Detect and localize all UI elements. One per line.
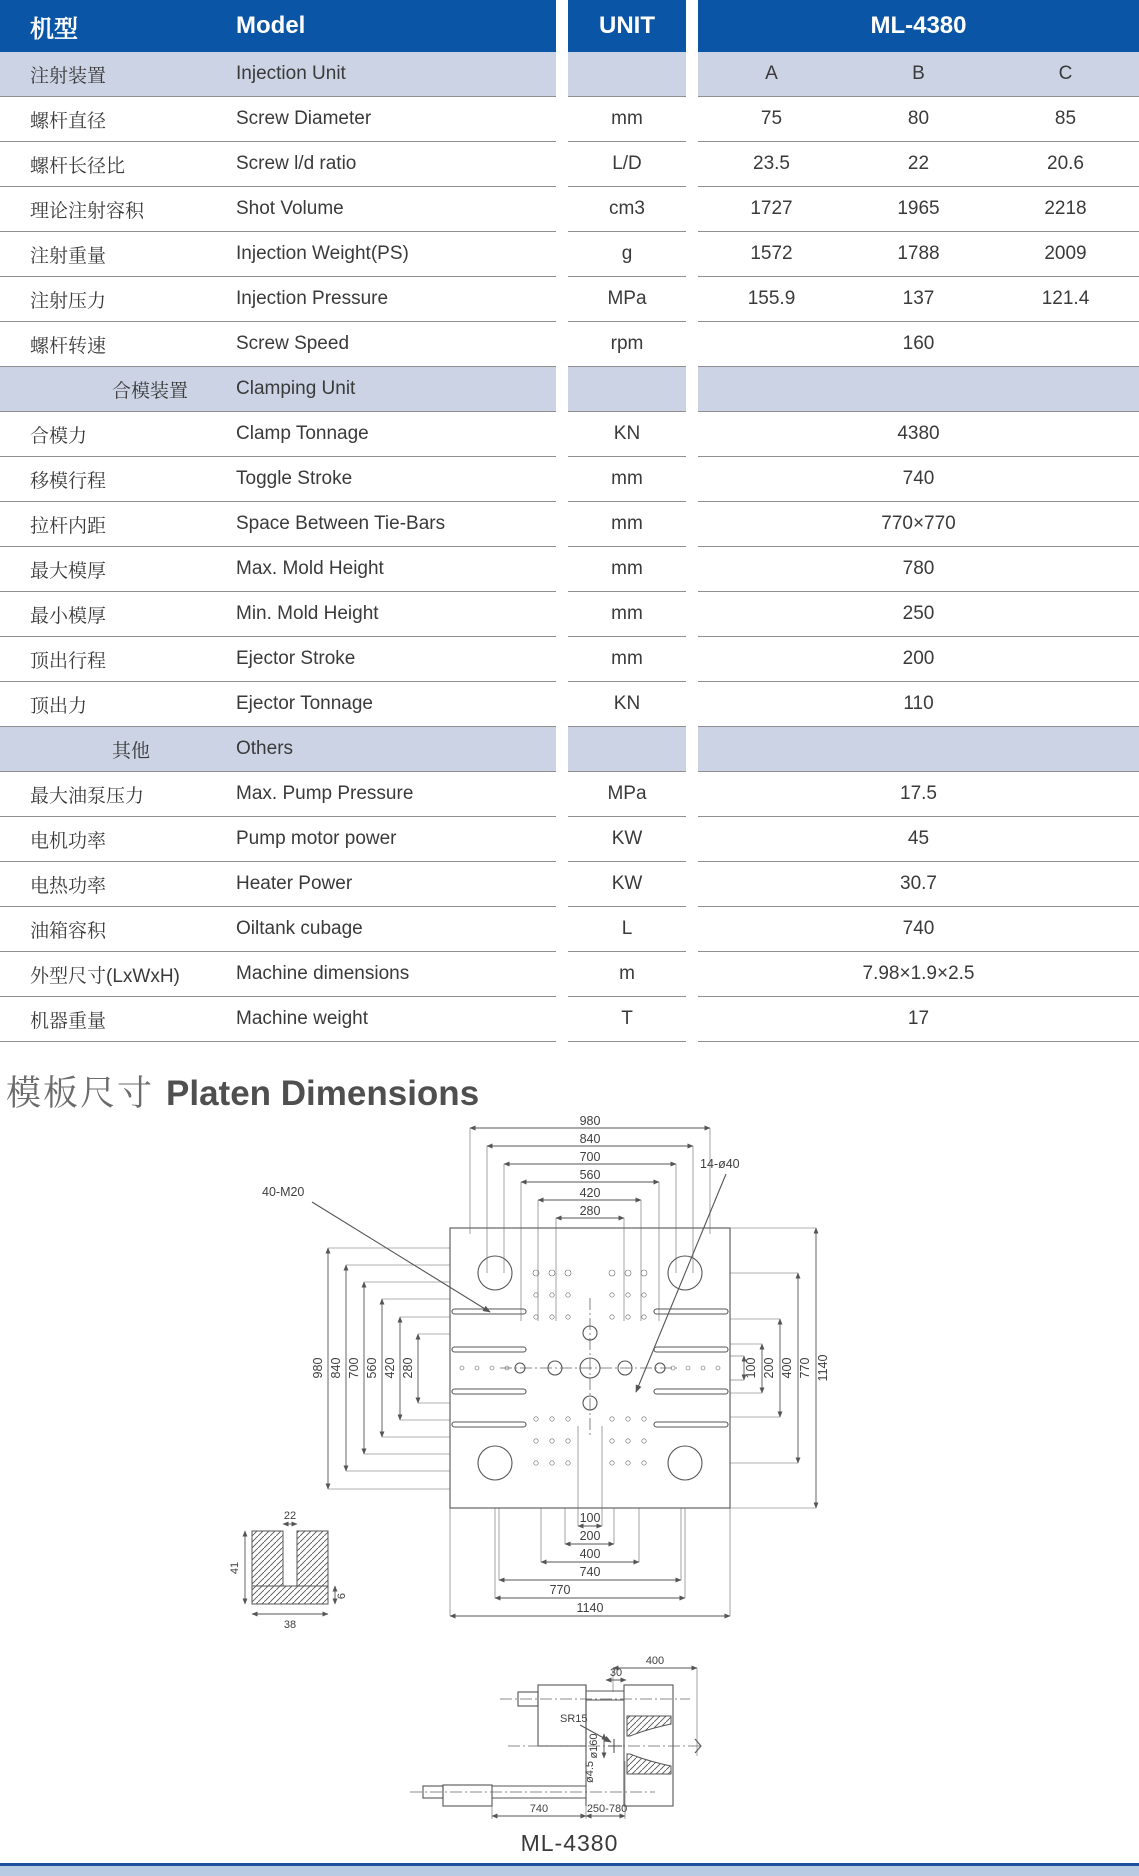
column-gutter	[686, 412, 698, 457]
row-value: 1788	[897, 243, 940, 264]
row-label-en: Space Between Tie-Bars	[236, 513, 446, 534]
column-gutter	[686, 772, 698, 817]
hole-callout-label: 14-ø40	[700, 1157, 740, 1171]
row-label-zh: 移模行程	[30, 470, 107, 492]
row-value: 85	[1054, 108, 1077, 129]
column-gutter	[556, 232, 568, 277]
row-label-en: Screw l/d ratio	[236, 153, 357, 174]
row-unit-cell: mm	[568, 97, 686, 142]
spec-row	[0, 772, 1139, 817]
row-label-zh: 顶出行程	[30, 650, 107, 672]
row-label-en: Injection Weight(PS)	[236, 243, 409, 264]
dim-label: 100	[579, 1511, 601, 1525]
row-values-cell	[698, 367, 1139, 412]
row-label-cell	[0, 322, 556, 367]
row-values-cell	[698, 952, 1139, 997]
dim-label: 1140	[816, 1354, 830, 1382]
row-values-cell	[698, 232, 1139, 277]
row-label-en: Max. Pump Pressure	[236, 783, 414, 804]
spec-row	[0, 682, 1139, 727]
column-gutter	[556, 997, 568, 1042]
column-gutter	[686, 187, 698, 232]
column-gutter	[556, 592, 568, 637]
row-label-en: Min. Mold Height	[236, 603, 379, 624]
row-values-cell	[698, 52, 1139, 97]
row-label-zh: 合模装置	[112, 380, 189, 402]
row-label-zh: 最大模厚	[30, 560, 107, 582]
row-label-en: Screw Diameter	[236, 108, 372, 129]
dim-label: 30	[609, 1667, 623, 1679]
column-gutter	[686, 592, 698, 637]
column-gutter	[686, 502, 698, 547]
row-values-cell	[698, 997, 1139, 1042]
column-gutter	[686, 547, 698, 592]
column-gutter	[556, 952, 568, 997]
column-gutter	[686, 457, 698, 502]
row-unit-cell	[568, 727, 686, 772]
column-gutter	[686, 727, 698, 772]
row-label-cell	[0, 412, 556, 457]
header-model-zh: 机型	[30, 15, 78, 43]
row-label-zh: 顶出力	[30, 695, 88, 717]
row-unit-cell: KN	[568, 682, 686, 727]
platen-side-view	[410, 1655, 701, 1819]
row-label-en: Screw Speed	[236, 333, 350, 354]
dim-label: 420	[579, 1186, 601, 1200]
spec-row	[0, 637, 1139, 682]
row-label-cell	[0, 367, 556, 412]
row-value: 45	[907, 828, 930, 849]
column-gutter	[686, 862, 698, 907]
row-values-cell	[698, 907, 1139, 952]
row-label-zh: 螺杆转速	[30, 335, 107, 357]
row-label-cell	[0, 457, 556, 502]
dim-label: 980	[311, 1357, 325, 1379]
dim-label: 100	[744, 1357, 758, 1379]
spec-row	[0, 907, 1139, 952]
row-value: 1572	[750, 243, 793, 264]
row-label-en: Clamp Tonnage	[236, 423, 369, 444]
row-value: 17.5	[900, 783, 937, 804]
dim-label: 770	[798, 1357, 812, 1379]
row-value: A	[765, 63, 778, 84]
spec-row	[0, 187, 1139, 232]
row-label-cell	[0, 187, 556, 232]
model-number-text: ML-4380	[870, 12, 967, 39]
row-value: 740	[902, 918, 935, 939]
spec-row	[0, 952, 1139, 997]
row-label-en: Ejector Stroke	[236, 648, 356, 669]
row-unit-cell: g	[568, 232, 686, 277]
heading-zh: 模板尺寸	[6, 1074, 155, 1113]
row-value: 160	[902, 333, 935, 354]
dim-label: 770	[549, 1583, 571, 1597]
spec-row	[0, 97, 1139, 142]
row-unit-cell: L/D	[568, 142, 686, 187]
section-row	[0, 52, 1139, 97]
header-label-cell	[0, 0, 556, 52]
locating-ring	[500, 1298, 680, 1438]
platen-front-view	[262, 1116, 830, 1616]
row-values-cell	[698, 502, 1139, 547]
row-label-cell	[0, 907, 556, 952]
dim-label: 420	[383, 1357, 397, 1379]
row-value: 1965	[897, 198, 940, 219]
row-value: 7.98×1.9×2.5	[862, 963, 975, 984]
row-value: 780	[902, 558, 935, 579]
table-header-row	[0, 0, 1139, 52]
row-value: 740	[902, 468, 935, 489]
dim-label: 700	[347, 1357, 361, 1379]
row-unit-cell: mm	[568, 592, 686, 637]
dim-label: 280	[579, 1204, 601, 1218]
row-label-cell	[0, 817, 556, 862]
row-value: 22	[907, 153, 930, 174]
dim-label: 200	[762, 1357, 776, 1379]
dim-label: 250-780	[586, 1803, 628, 1815]
column-gutter	[686, 952, 698, 997]
dim-label: 560	[365, 1357, 379, 1379]
row-label-zh: 螺杆直径	[30, 110, 107, 132]
row-label-cell	[0, 142, 556, 187]
row-unit-cell	[568, 52, 686, 97]
column-gutter	[556, 727, 568, 772]
tslot-detail	[229, 1510, 348, 1631]
bottom-accent-bar	[0, 1863, 1139, 1876]
row-label-zh: 理论注射容积	[30, 200, 145, 222]
row-value: 1727	[750, 198, 793, 219]
row-label-zh: 最大油泵压力	[30, 785, 145, 807]
row-label-cell	[0, 232, 556, 277]
row-label-cell	[0, 52, 556, 97]
row-value: 20.6	[1047, 153, 1084, 174]
dim-label: ø160	[588, 1733, 600, 1759]
row-label-cell	[0, 547, 556, 592]
dim-label: 980	[579, 1116, 601, 1128]
row-values-cell	[698, 637, 1139, 682]
row-label-en: Toggle Stroke	[236, 468, 353, 489]
dim-label: 740	[579, 1565, 601, 1579]
dim-label: 400	[780, 1357, 794, 1379]
row-values-cell	[698, 862, 1139, 907]
dim-label: 1140	[576, 1601, 604, 1615]
row-label-cell	[0, 682, 556, 727]
dim-label: SR15	[560, 1713, 588, 1725]
row-label-en: Others	[236, 738, 294, 759]
row-label-en: Shot Volume	[236, 198, 344, 219]
row-label-en: Oiltank cubage	[236, 918, 363, 939]
row-value: 155.9	[747, 288, 796, 309]
row-label-cell	[0, 727, 556, 772]
dim-label: 41	[229, 1561, 241, 1575]
row-value: 121.4	[1041, 288, 1090, 309]
column-gutter	[686, 997, 698, 1042]
row-unit-cell: KN	[568, 412, 686, 457]
row-values-cell	[698, 322, 1139, 367]
row-value: 23.5	[753, 153, 790, 174]
row-unit-cell: KW	[568, 817, 686, 862]
column-gutter	[686, 637, 698, 682]
column-gutter	[686, 52, 698, 97]
row-label-cell	[0, 862, 556, 907]
dim-label: 6	[336, 1592, 348, 1600]
row-label-zh: 螺杆长径比	[30, 155, 126, 177]
section-row	[0, 727, 1139, 772]
row-values-cell	[698, 817, 1139, 862]
row-value: B	[912, 63, 925, 84]
row-label-zh: 油箱容积	[30, 920, 107, 942]
row-label-en: Injection Pressure	[236, 288, 389, 309]
row-label-cell	[0, 952, 556, 997]
row-unit-cell: MPa	[568, 772, 686, 817]
column-gutter	[686, 322, 698, 367]
column-gutter	[556, 862, 568, 907]
column-gutter	[686, 907, 698, 952]
row-unit-cell: KW	[568, 862, 686, 907]
drawing-caption: ML-4380	[520, 1830, 619, 1856]
row-value: 2218	[1044, 198, 1087, 219]
row-label-cell	[0, 772, 556, 817]
row-label-zh: 其他	[112, 740, 151, 762]
spec-row	[0, 502, 1139, 547]
spec-row	[0, 232, 1139, 277]
spec-row	[0, 277, 1139, 322]
dim-label: 200	[579, 1529, 601, 1543]
row-label-zh: 电机功率	[30, 830, 107, 852]
row-label-cell	[0, 502, 556, 547]
row-unit-cell: cm3	[568, 187, 686, 232]
row-label-cell	[0, 97, 556, 142]
row-values-cell	[698, 457, 1139, 502]
row-value: 137	[902, 288, 935, 309]
row-label-en: Machine dimensions	[236, 963, 410, 984]
row-label-zh: 合模力	[30, 425, 88, 447]
row-values-cell	[698, 97, 1139, 142]
dim-label: 38	[283, 1619, 297, 1631]
row-label-cell	[0, 997, 556, 1042]
row-values-cell	[698, 682, 1139, 727]
row-label-en: Max. Mold Height	[236, 558, 384, 579]
dim-label: 22	[283, 1510, 297, 1522]
platen-dimensions-heading	[6, 1066, 1139, 1112]
row-label-en: Heater Power	[236, 873, 353, 894]
row-label-en: Ejector Tonnage	[236, 693, 373, 714]
row-value: 4380	[897, 423, 940, 444]
column-gutter	[556, 142, 568, 187]
column-gutter	[556, 52, 568, 97]
row-unit-cell: L	[568, 907, 686, 952]
dim-label: 700	[579, 1150, 601, 1164]
row-value: 200	[902, 648, 935, 669]
row-label-zh: 外型尺寸(LxWxH)	[30, 965, 180, 987]
header-model-number	[698, 0, 1139, 52]
column-gutter	[556, 772, 568, 817]
column-gutter	[556, 187, 568, 232]
column-gutter	[686, 277, 698, 322]
row-label-en: Pump motor power	[236, 828, 397, 849]
row-value: 17	[907, 1008, 930, 1029]
spec-row	[0, 142, 1139, 187]
row-unit-cell: mm	[568, 547, 686, 592]
column-gutter	[686, 817, 698, 862]
dim-label: 280	[401, 1357, 415, 1379]
row-value: 770×770	[881, 513, 956, 534]
row-label-en: Injection Unit	[236, 63, 346, 84]
column-gutter	[556, 457, 568, 502]
row-unit-cell: MPa	[568, 277, 686, 322]
column-gutter	[686, 97, 698, 142]
column-gutter	[556, 547, 568, 592]
dim-label: 400	[579, 1547, 601, 1561]
row-unit-cell: mm	[568, 502, 686, 547]
row-label-zh: 注射重量	[30, 245, 107, 267]
row-value: 250	[902, 603, 935, 624]
row-label-zh: 机器重量	[30, 1010, 107, 1032]
row-unit-cell: m	[568, 952, 686, 997]
column-gutter	[686, 367, 698, 412]
row-values-cell	[698, 277, 1139, 322]
spec-row	[0, 592, 1139, 637]
row-values-cell	[698, 142, 1139, 187]
row-value: 2009	[1044, 243, 1087, 264]
thread-callout-label: 40-M20	[262, 1185, 305, 1199]
row-values-cell	[698, 592, 1139, 637]
column-gutter	[556, 322, 568, 367]
spec-row	[0, 817, 1139, 862]
spec-row	[0, 862, 1139, 907]
row-unit-cell: mm	[568, 457, 686, 502]
row-unit-cell: mm	[568, 637, 686, 682]
row-value: 30.7	[900, 873, 937, 894]
dim-label: 840	[329, 1357, 343, 1379]
dim-label: 400	[645, 1655, 665, 1667]
column-gutter	[686, 232, 698, 277]
row-unit-cell: rpm	[568, 322, 686, 367]
column-gutter	[686, 142, 698, 187]
row-label-zh: 注射装置	[30, 65, 107, 87]
column-gutter	[556, 907, 568, 952]
section-row	[0, 367, 1139, 412]
row-label-zh: 拉杆内距	[30, 515, 107, 537]
column-gutter	[556, 97, 568, 142]
row-values-cell	[698, 187, 1139, 232]
dim-label: 560	[579, 1168, 601, 1182]
column-gutter	[556, 277, 568, 322]
row-label-cell	[0, 637, 556, 682]
row-values-cell	[698, 547, 1139, 592]
row-label-zh: 电热功率	[30, 875, 107, 897]
column-gutter	[556, 502, 568, 547]
row-label-zh: 最小模厚	[30, 605, 107, 627]
row-values-cell	[698, 772, 1139, 817]
row-unit-cell	[568, 367, 686, 412]
row-label-zh: 注射压力	[30, 290, 107, 312]
column-gutter	[686, 0, 698, 52]
spec-row	[0, 322, 1139, 367]
header-model-en: Model	[236, 12, 306, 39]
row-unit-cell: T	[568, 997, 686, 1042]
dim-label: 740	[529, 1803, 549, 1815]
row-value: C	[1058, 63, 1073, 84]
heading-en: Platen Dimensions	[166, 1074, 480, 1113]
dim-label: ø4.5	[584, 1760, 596, 1784]
row-values-cell	[698, 727, 1139, 772]
spec-row	[0, 547, 1139, 592]
column-gutter	[686, 682, 698, 727]
column-gutter	[556, 412, 568, 457]
header-unit-cell: UNIT	[568, 0, 686, 52]
row-label-en: Clamping Unit	[236, 378, 356, 399]
row-values-cell	[698, 412, 1139, 457]
column-gutter	[556, 682, 568, 727]
row-label-cell	[0, 592, 556, 637]
row-value: 75	[760, 108, 783, 129]
column-gutter	[556, 817, 568, 862]
row-label-cell	[0, 277, 556, 322]
column-gutter	[556, 367, 568, 412]
row-value: 110	[903, 693, 934, 714]
spec-row	[0, 997, 1139, 1042]
spec-row	[0, 412, 1139, 457]
platen-drawing	[0, 1116, 1139, 1828]
row-label-en: Machine weight	[236, 1008, 369, 1029]
row-value: 80	[907, 108, 930, 129]
column-gutter	[556, 0, 568, 52]
dim-label: 840	[579, 1132, 601, 1146]
column-gutter	[556, 637, 568, 682]
spec-row	[0, 457, 1139, 502]
